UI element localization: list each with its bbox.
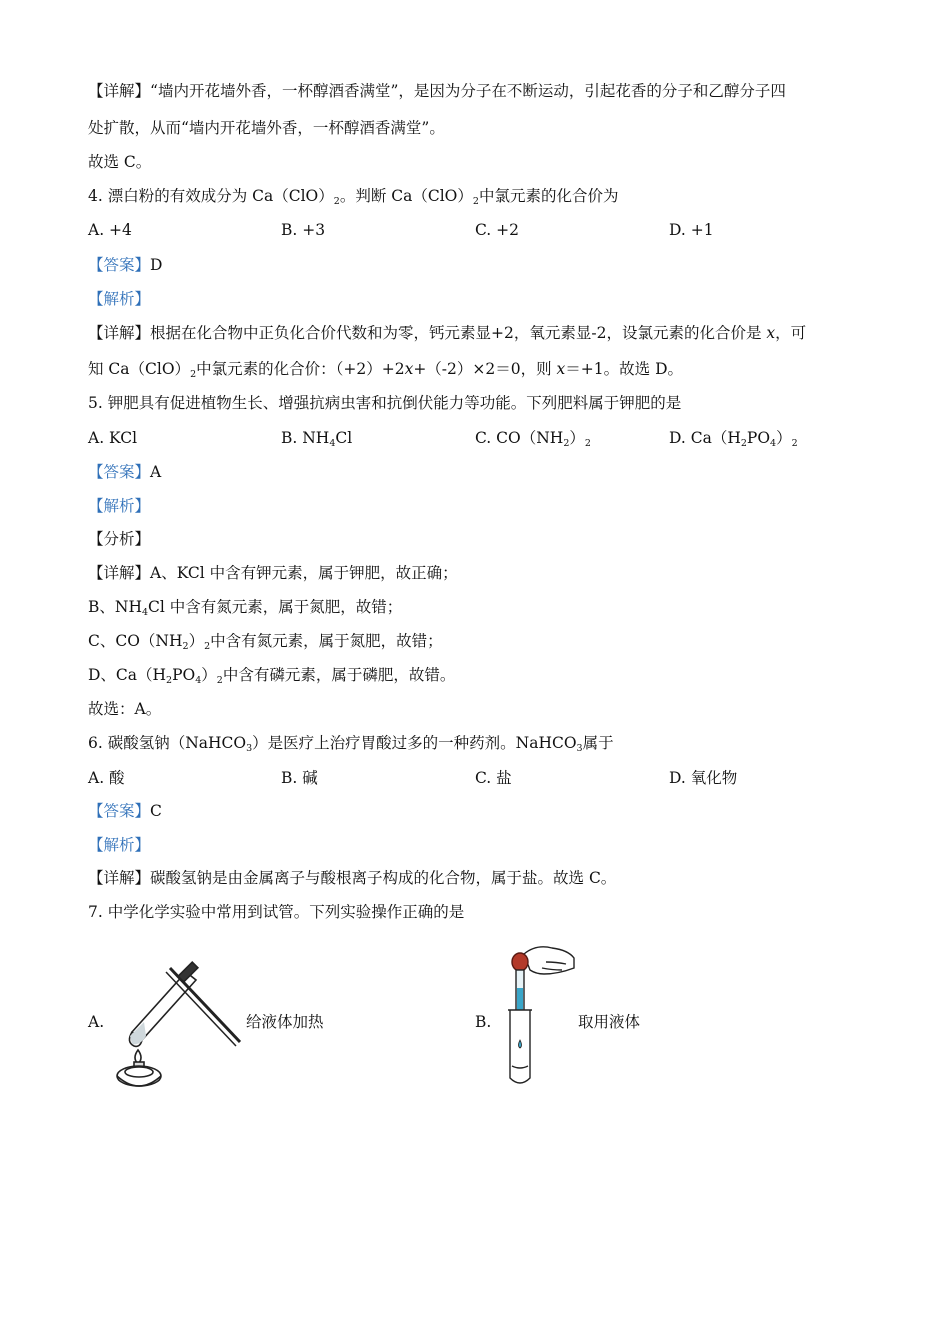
q4-var: x	[404, 360, 414, 378]
q3-detail-line-1	[88, 81, 786, 101]
q4-detail-line-2	[88, 359, 683, 379]
detail-tag: 【详解】	[88, 564, 151, 582]
q4-var: x	[766, 324, 776, 342]
q5-opt-d-sub2: 4	[770, 438, 777, 449]
q4-detail-2d: ＝+1。故选 D。	[565, 360, 684, 378]
q4-stem	[88, 186, 618, 206]
q5-analysis-tag: 【解析】	[88, 497, 151, 515]
q5-detail-b-sub: 4	[141, 607, 149, 618]
answer-tag: 【答案】	[88, 256, 151, 274]
q4-var: x	[556, 360, 566, 378]
q6-detail-text: 碳酸氢钠是由金属离子与酸根离子构成的化合物，属于盐。故选 C。	[150, 869, 617, 887]
q5-conclusion: 故选：A。	[88, 700, 162, 718]
q5-detail-c-pre: C、CO（NH	[88, 632, 183, 650]
q5-detail-d-mid: PO	[172, 666, 196, 684]
q4-detail-1b: ，可	[775, 324, 807, 342]
q5-detail-b	[88, 597, 402, 617]
q5-detail-d-sub2: 4	[195, 675, 202, 686]
detail-tag: 【详解】	[88, 324, 151, 342]
q6-stem-pre: 6. 碳酸氢钠（NaHCO	[88, 734, 247, 752]
q5-detail-c-post: 中含有氮元素，属于氮肥，故错；	[210, 632, 443, 650]
q5-detail-d	[88, 665, 455, 685]
q5-answer	[88, 462, 161, 482]
q6-sub-b: 3	[576, 743, 583, 754]
q7-option-b-label: B.	[475, 1013, 492, 1031]
q4-analysis-tag: 【解析】	[88, 290, 151, 308]
q4-detail-2a: 知 Ca（ClO）	[88, 360, 191, 378]
q5-opt-d-mid: PO	[746, 429, 771, 447]
q5-option-c	[475, 428, 591, 448]
detail-tag: 【详解】	[88, 869, 151, 887]
q5-opt-c-pre: C. CO（NH	[475, 429, 564, 447]
dropper-illustration	[496, 940, 580, 1090]
q5-detail-c	[88, 631, 443, 651]
q6-sub-a: 3	[246, 743, 253, 754]
q5-detail-c-mid: ）	[188, 632, 205, 650]
q6-option-d: D. 氧化物	[669, 769, 738, 787]
q5-option-a: A. KCl	[88, 429, 138, 447]
q6-stem-mid: ）是医疗上治疗胃酸过多的一种药剂。NaHCO	[252, 734, 577, 752]
q5-detail-d-post: 中含有磷元素，属于磷肥，故错。	[222, 666, 456, 684]
q4-detail-2b: 中氯元素的化合价：（+2）+2	[196, 360, 405, 378]
q5-opt-c-sub1: 2	[563, 438, 570, 449]
q4-option-d: D. +1	[669, 221, 714, 239]
q5-opt-b-post: Cl	[335, 429, 353, 447]
q5-fenxi-tag: 【分析】	[88, 530, 151, 548]
q5-opt-c-sub2: 2	[584, 438, 591, 449]
q5-detail-d-mid2: ）	[201, 666, 217, 684]
q6-option-c: C. 盐	[475, 769, 512, 787]
q5-option-b	[281, 428, 352, 448]
q5-opt-d-pre: D. Ca（H	[669, 429, 741, 447]
heating-liquid-illustration	[108, 950, 248, 1090]
q4-option-b: B. +3	[281, 221, 326, 239]
q7-option-a-label: A.	[88, 1013, 105, 1031]
q4-answer	[88, 255, 162, 275]
q5-detail-c-sub2: 2	[204, 641, 211, 652]
q4-stem-pre: 4. 漂白粉的有效成分为 Ca（ClO）	[88, 187, 334, 205]
q4-stem-mid: 。判断 Ca（ClO）	[339, 187, 473, 205]
q4-option-a: A. +4	[88, 221, 132, 239]
q4-stem-post: 中氯元素的化合价为	[478, 187, 619, 205]
q6-stem-post: 属于	[582, 734, 614, 752]
q5-opt-b-sub: 4	[329, 438, 336, 449]
q5-detail-b-post: Cl 中含有氮元素，属于氮肥，故错；	[148, 598, 403, 616]
q6-detail	[88, 868, 616, 888]
q4-sub-b: 2	[472, 196, 479, 207]
q6-answer-value: C	[150, 802, 162, 820]
q5-detail-d-pre: D、Ca（H	[88, 666, 167, 684]
q7-option-a-caption: 给液体加热	[246, 1013, 324, 1031]
q5-opt-c-mid: ）	[569, 429, 585, 447]
q6-option-b: B. 碱	[281, 769, 318, 787]
q5-detail-a-text: A、KCl 中含有钾元素，属于钾肥，故正确；	[150, 564, 458, 582]
q5-opt-b-pre: B. NH	[281, 429, 330, 447]
q7-stem: 7. 中学化学实验中常用到试管。下列实验操作正确的是	[88, 903, 465, 921]
q6-stem	[88, 733, 614, 753]
q5-opt-d-sub1: 2	[740, 438, 747, 449]
q5-option-d	[669, 428, 798, 448]
q5-detail-c-sub1: 2	[182, 641, 189, 652]
q3-detail-text-1: “墙内开花墙外香，一杯醇酒香满堂”，是因为分子在不断运动，引起花香的分子和乙醇分子四	[150, 82, 786, 100]
q5-detail-d-sub3: 2	[216, 675, 223, 686]
q4-sub-c: 2	[190, 369, 197, 380]
q7-option-b-caption: 取用液体	[578, 1013, 641, 1031]
q6-answer	[88, 801, 162, 821]
q5-detail-b-pre: B、NH	[88, 598, 142, 616]
q4-detail-line-1	[88, 323, 806, 343]
q5-stem: 5. 钾肥具有促进植物生长、增强抗病虫害和抗倒伏能力等功能。下列肥料属于钾肥的是	[88, 394, 682, 412]
q3-conclusion: 故选 C。	[88, 153, 152, 171]
q4-answer-value: D	[150, 256, 163, 274]
q5-detail-a	[88, 563, 458, 583]
answer-tag: 【答案】	[88, 802, 151, 820]
q4-detail-1a: 根据在化合物中正负化合价代数和为零，钙元素显+2，氧元素显-2，设氯元素的化合价是	[150, 324, 767, 342]
q5-detail-d-sub1: 2	[166, 675, 173, 686]
q5-opt-d-sub3: 2	[791, 438, 798, 449]
q3-detail-line-2: 处扩散，从而“墙内开花墙外香，一杯醇酒香满堂”。	[88, 119, 445, 137]
detail-tag: 【详解】	[88, 82, 151, 100]
q6-analysis-tag: 【解析】	[88, 836, 151, 854]
q4-option-c: C. +2	[475, 221, 520, 239]
q4-sub-a: 2	[333, 196, 340, 207]
q5-answer-value: A	[150, 463, 162, 481]
q4-detail-2c: +（-2）×2＝0，则	[413, 360, 557, 378]
q5-opt-d-post: ）	[776, 429, 792, 447]
answer-tag: 【答案】	[88, 463, 151, 481]
q6-option-a: A. 酸	[88, 769, 125, 787]
